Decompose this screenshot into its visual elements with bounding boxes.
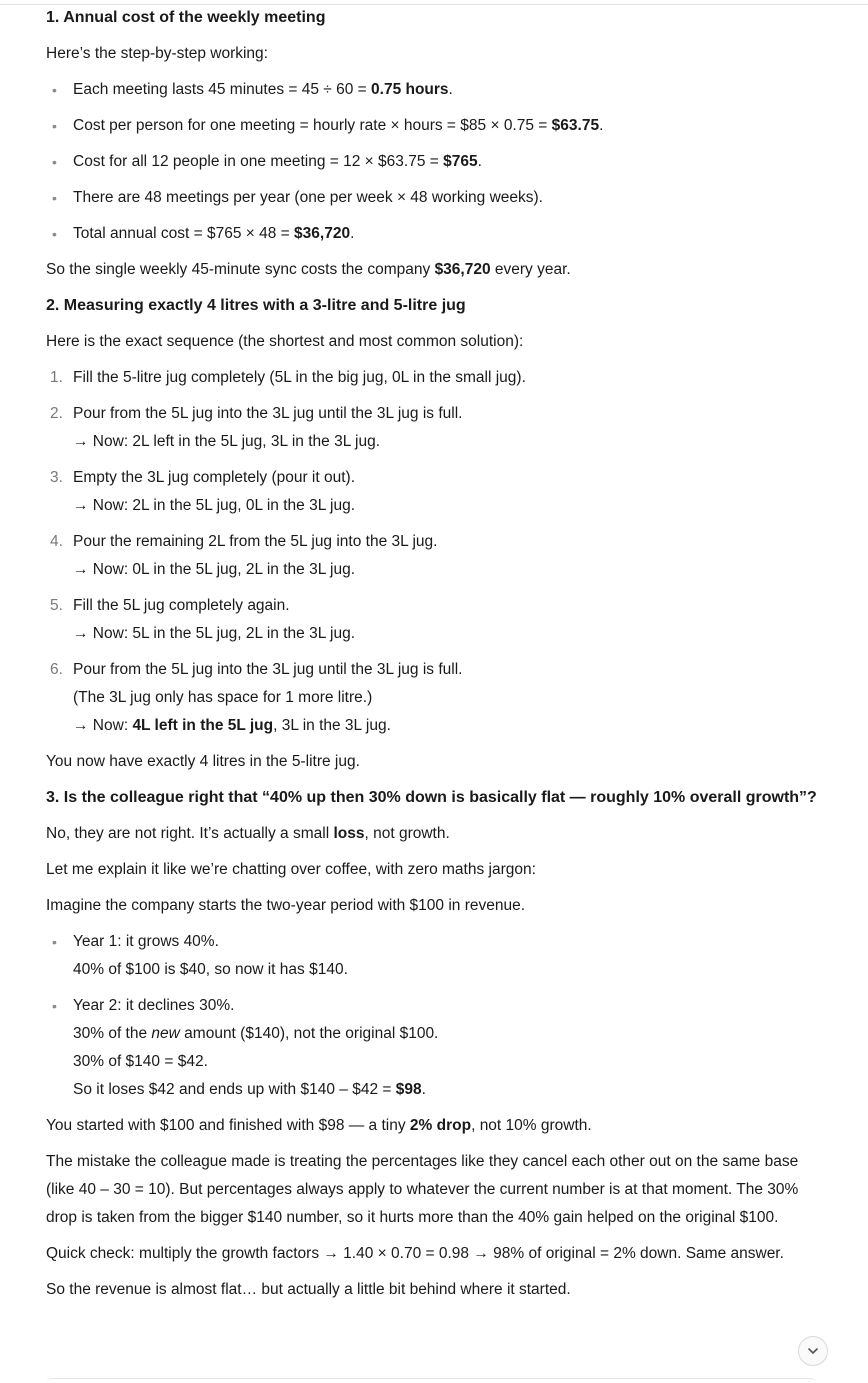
- section-3-bullets: [46, 924, 826, 1108]
- list-item: 6. Pour from the 5L jug into the 3L jug until the 3L jug is full. (The 3L jug only has space for 1 more litre.) → Now: 4L left in the 5L jug, 3L in the 3L jug.: [50, 661, 463, 734]
- section-1-summary: So the single weekly 45-minute sync costs the company $36,720 every year.: [46, 261, 571, 278]
- list-item: • Year 1: it grows 40%. 40% of $100 is $40, so now it has $140.: [46, 924, 826, 988]
- bullet-dot: •: [52, 118, 57, 134]
- list-item: 4. Pour the remaining 2L from the 5L jug into the 3L jug. → Now: 0L in the 5L jug, 2L in the 3L jug.: [50, 533, 438, 578]
- section-3-setup: Imagine the company starts the two-year period with $100 in revenue.: [46, 897, 526, 914]
- list-item: • Total annual cost = $765 × 48 = $36,720.: [46, 216, 826, 252]
- section-3-answer: No, they are not right. It’s actually a small loss, not growth.: [46, 825, 450, 842]
- section-2-intro: Here is the exact sequence (the shortest and most common solution):: [46, 333, 524, 350]
- scroll-to-bottom-button[interactable]: [798, 1336, 828, 1366]
- list-item: 5. Fill the 5L jug completely again. → Now: 5L in the 5L jug, 2L in the 3L jug.: [50, 597, 356, 642]
- section-3-mistake: The mistake the colleague made is treating the percentages like they cancel each other out on the same base (like 40 – 30 = 10). But percentages always apply to whatever the current number is at that moment. The 30% drop is taken from the bigger $140 number, so it hurts more than the 40% gain helped on the original $100.: [46, 1153, 799, 1226]
- list-item: 1. Fill the 5-litre jug completely (5L in the big jug, 0L in the small jug).: [50, 369, 526, 386]
- bullet-dot: •: [52, 190, 57, 206]
- list-item: • Year 2: it declines 30%. 30% of the new amount ($140), not the original $100. 30% of $140 = $42. So it loses $42 and ends up with $140 – $42 = $98.: [46, 988, 826, 1108]
- list-item: • There are 48 meetings per year (one per week × 48 working weeks).: [46, 180, 826, 216]
- bullet-dot: •: [52, 998, 57, 1014]
- section-2-summary: You now have exactly 4 litres in the 5-litre jug.: [46, 753, 360, 770]
- bullet-dot: •: [52, 934, 57, 950]
- list-item: • Each meeting lasts 45 minutes = 45 ÷ 60 = 0.75 hours.: [46, 72, 826, 108]
- list-item: • Cost per person for one meeting = hourly rate × hours = $85 × 0.75 = $63.75.: [46, 108, 826, 144]
- section-3-quick-check: Quick check: multiply the growth factors → 1.40 × 0.70 = 0.98 → 98% of original = 2% down. Same answer.: [46, 1245, 784, 1262]
- section-2-steps: [46, 360, 826, 744]
- section-1-heading: 1. Annual cost of the weekly meeting: [46, 9, 326, 26]
- composer-edge: [46, 1378, 816, 1383]
- chevron-down-icon: [806, 1344, 820, 1358]
- section-3-result: You started with $100 and finished with $98 — a tiny 2% drop, not 10% growth.: [46, 1117, 592, 1134]
- bullet-dot: •: [52, 154, 57, 170]
- section-2-heading: 2. Measuring exactly 4 litres with a 3-litre and 5-litre jug: [46, 297, 466, 314]
- section-3-conclusion: So the revenue is almost flat… but actually a little bit behind where it started.: [46, 1281, 571, 1298]
- section-3-explainer: Let me explain it like we’re chatting over coffee, with zero maths jargon:: [46, 861, 536, 878]
- section-1-bullets: [46, 72, 826, 252]
- list-item: 3. Empty the 3L jug completely (pour it out). → Now: 2L in the 5L jug, 0L in the 3L jug.: [50, 469, 356, 514]
- section-3-heading: 3. Is the colleague right that “40% up then 30% down is basically flat — roughly 10% overall growth”?: [46, 789, 817, 806]
- assistant-message: [46, 0, 826, 1308]
- bullet-dot: •: [52, 226, 57, 242]
- list-item: 2. Pour from the 5L jug into the 3L jug until the 3L jug is full. → Now: 2L left in the 5L jug, 3L in the 3L jug.: [50, 405, 463, 450]
- list-item: • Cost for all 12 people in one meeting = 12 × $63.75 = $765.: [46, 144, 826, 180]
- section-1-intro: Here’s the step-by-step working:: [46, 45, 268, 62]
- bullet-dot: •: [52, 82, 57, 98]
